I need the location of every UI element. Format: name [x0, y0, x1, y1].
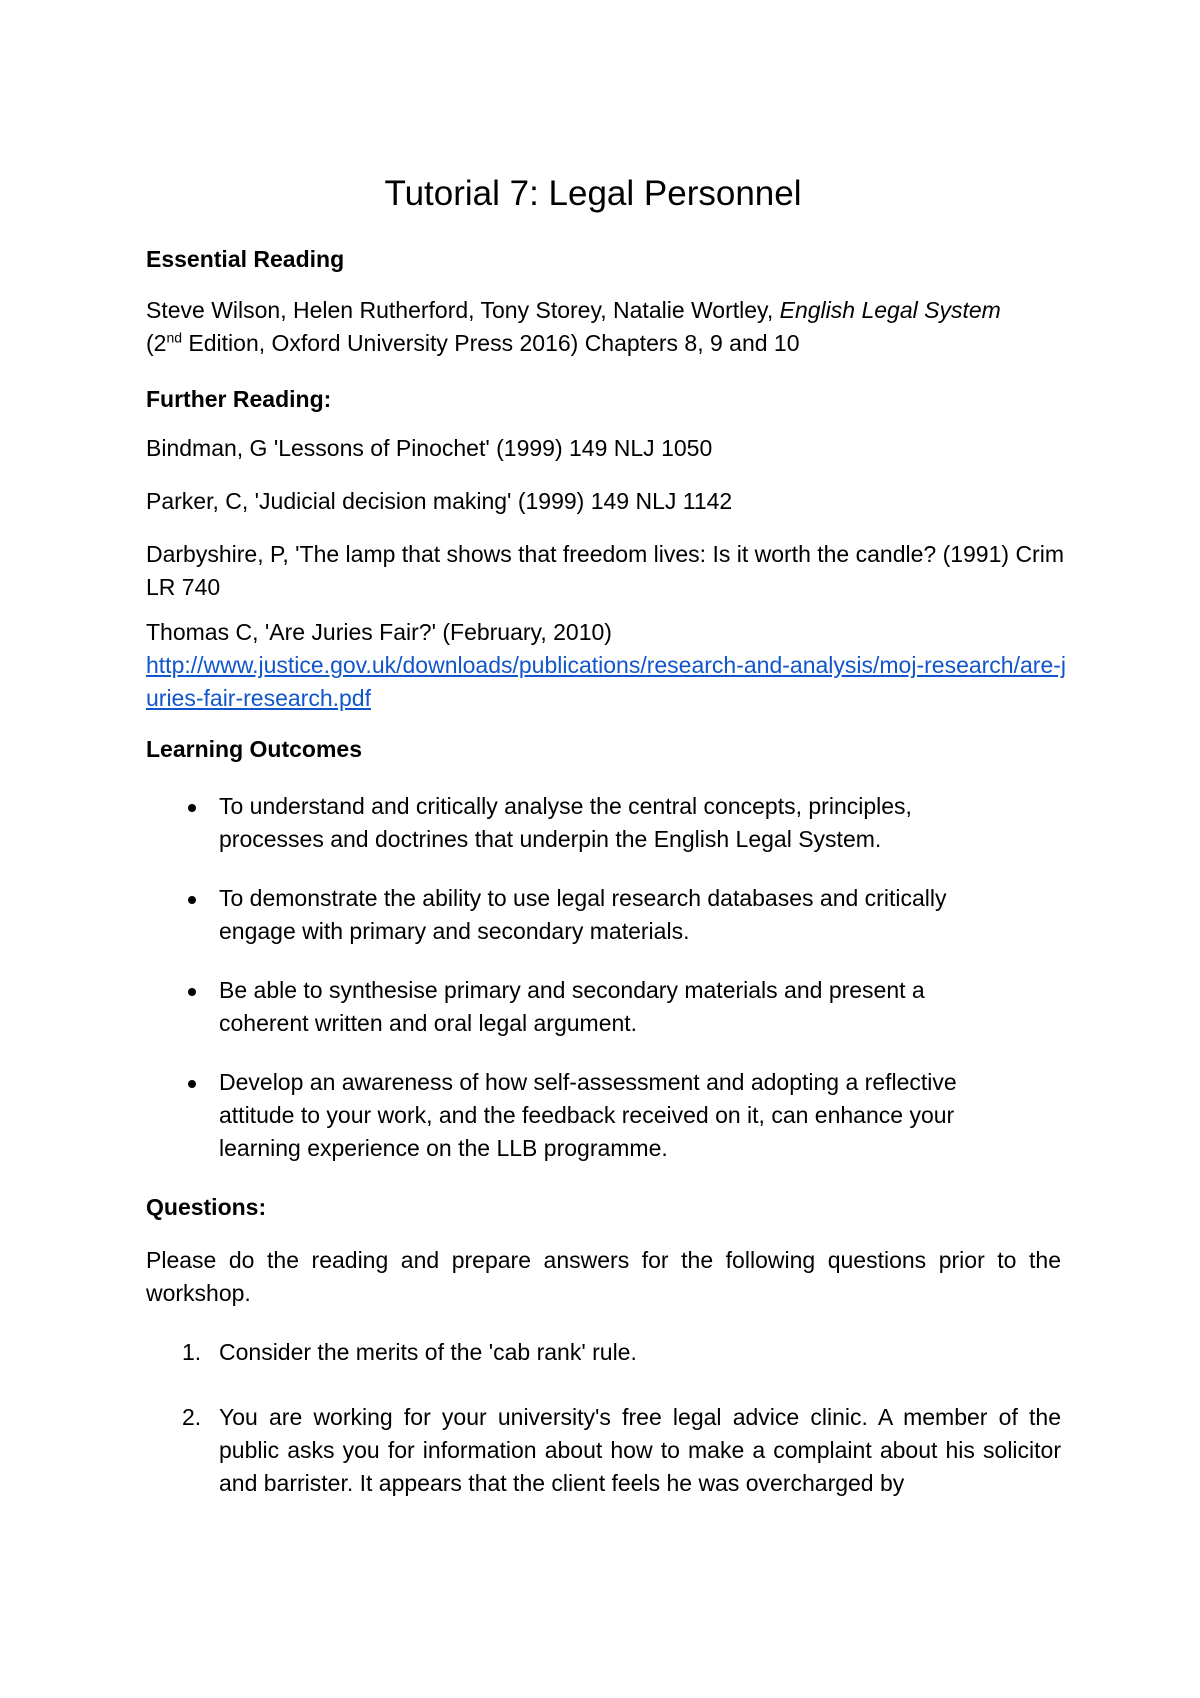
- list-item: [146, 974, 979, 1040]
- question-text: You are working for your university's free legal advice clinic. A member of the public asks you for information about how to make a complaint about his solicitor and barrister. It appears that the client feels he was overcharged by: [219, 1404, 1061, 1496]
- further-reading-heading: Further Reading:: [146, 386, 332, 412]
- questions-list: [146, 1336, 1066, 1369]
- list-item: [146, 1401, 1061, 1500]
- question-text: Consider the merits of the 'cab rank' rule.: [219, 1339, 637, 1365]
- essential-reading-citation: [146, 294, 1066, 360]
- outcome-text: Be able to synthesise primary and secondary materials and present a coherent written and oral legal argument.: [219, 977, 925, 1036]
- juries-research-link[interactable]: http://www.justice.gov.uk/downloads/publications/research-and-analysis/moj-research/are-juries-fair-research.pdf: [146, 652, 1066, 711]
- questions-heading: Questions:: [146, 1194, 267, 1220]
- question-number: 1.: [182, 1339, 202, 1365]
- bullet-icon: [188, 804, 196, 812]
- learning-outcomes-heading: Learning Outcomes: [146, 736, 362, 762]
- outcome-text: Develop an awareness of how self-assessment and adopting a reflective attitude to your work, and the feedback received on it, can enhance your learning experience on the LLB programme.: [219, 1069, 957, 1161]
- bullet-icon: [188, 988, 196, 996]
- outcome-text: To demonstrate the ability to use legal research databases and critically engage with primary and secondary materials.: [219, 885, 947, 944]
- list-item: [146, 882, 999, 948]
- questions-intro: Please do the reading and prepare answers for the following questions prior to the workshop.: [146, 1247, 1061, 1306]
- citation-book-title: English Legal System: [779, 297, 1001, 323]
- essential-reading-heading: Essential Reading: [146, 246, 345, 272]
- learning-outcomes-list: [146, 1066, 1066, 1165]
- further-reading-item: Darbyshire, P, 'The lamp that shows that freedom lives: Is it worth the candle? (1991) Crim LR 740: [146, 541, 1064, 600]
- further-reading-thomas: [146, 616, 1066, 715]
- page-title: Tutorial 7: Legal Personnel: [384, 174, 802, 213]
- question-number: 2.: [182, 1404, 202, 1430]
- bullet-icon: [188, 1080, 196, 1088]
- outcome-text: To understand and critically analyse the central concepts, principles, processes and doctrines that underpin the English Legal System.: [219, 793, 912, 852]
- citation-edition-rest: Edition, Oxford University Press 2016) Chapters 8, 9 and 10: [182, 330, 800, 356]
- learning-outcomes-list: [146, 974, 1066, 1040]
- thomas-citation: Thomas C, 'Are Juries Fair?' (February, 2010): [146, 619, 612, 645]
- learning-outcomes-list: [146, 882, 1066, 948]
- list-item: [146, 790, 969, 856]
- further-reading-item: Parker, C, 'Judicial decision making' (1999) 149 NLJ 1142: [146, 488, 733, 514]
- list-item: [146, 1336, 1066, 1369]
- citation-authors: Steve Wilson, Helen Rutherford, Tony Storey, Natalie Wortley,: [146, 297, 780, 323]
- questions-list: [146, 1401, 1066, 1500]
- list-item: [146, 1066, 1009, 1165]
- learning-outcomes-list: [146, 790, 1066, 856]
- citation-edition-open: (2: [146, 330, 167, 356]
- further-reading-item: Bindman, G 'Lessons of Pinochet' (1999) 149 NLJ 1050: [146, 435, 713, 461]
- bullet-icon: [188, 896, 196, 904]
- citation-edition-sup: nd: [166, 329, 183, 346]
